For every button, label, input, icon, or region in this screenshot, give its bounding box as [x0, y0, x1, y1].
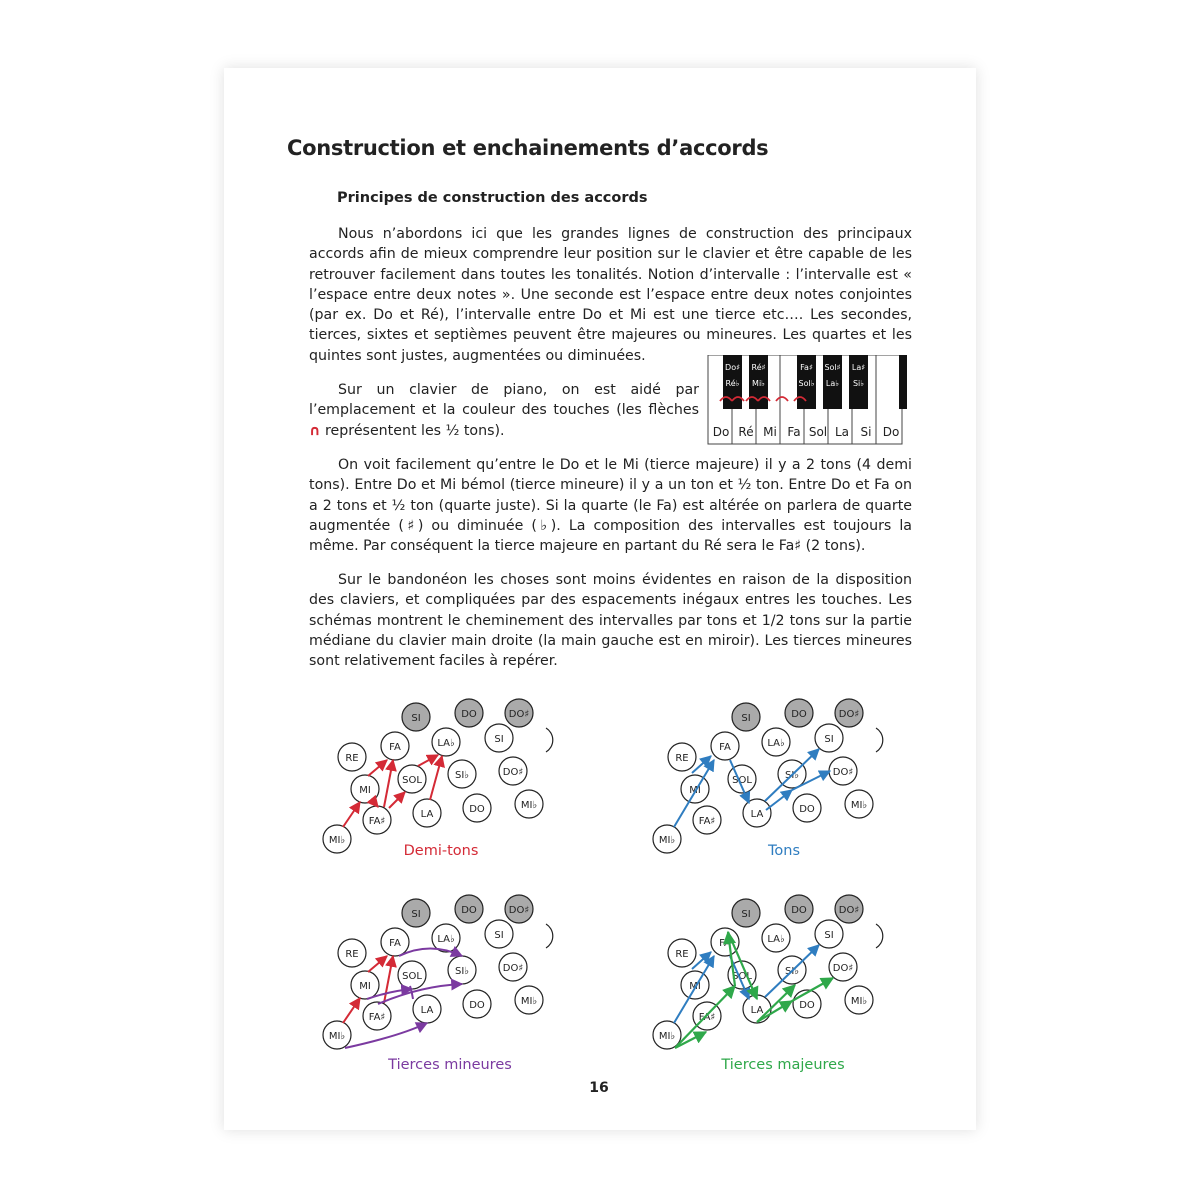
svg-text:DO♯: DO♯ — [832, 963, 854, 974]
svg-text:MI♭: MI♭ — [520, 996, 538, 1007]
button-layout — [323, 699, 553, 853]
white-key-label: Do — [882, 425, 900, 439]
button-label: MI — [359, 785, 371, 796]
svg-text:FA♯: FA♯ — [698, 816, 716, 827]
page-number: 16 — [589, 1080, 609, 1096]
svg-text:LA: LA — [750, 809, 764, 820]
svg-text:MI♭: MI♭ — [328, 1031, 346, 1042]
button-label: MI♭ — [520, 800, 538, 811]
svg-text:La♭: La♭ — [825, 379, 840, 388]
svg-text:MI♭: MI♭ — [850, 800, 868, 811]
paragraph-3: On voit facilement qu’entre le Do et le Mi (tierce majeure) il y a 2 tons (4 demi tons). Entre Do et Mi bémol (tierce mineure) il y a un ton et ½ ton. Entre Do et Fa on a 2 tons et ½ ton (quarte juste). Si la quarte (le Fa) est altérée on parlera de quarte augmentée (♯) ou diminuée (♭). La composition des intervalles est toujours la même. Par conséquent la tierce majeure en partant du Ré sera le Fa♯ (2 tons). — [309, 457, 912, 555]
svg-text:SOL: SOL — [732, 971, 752, 982]
svg-text:RE: RE — [675, 949, 689, 960]
svg-text:DO: DO — [461, 905, 477, 916]
svg-text:Ré♭: Ré♭ — [725, 379, 740, 388]
svg-text:La♯: La♯ — [851, 363, 866, 372]
diagram-demi-tons — [323, 699, 553, 853]
button-label: SI — [411, 713, 421, 724]
svg-text:FA: FA — [719, 938, 731, 949]
svg-text:DO♯: DO♯ — [502, 963, 524, 974]
svg-text:SI: SI — [411, 909, 421, 920]
diagram-tons — [653, 699, 883, 853]
svg-text:MI: MI — [689, 981, 701, 992]
svg-text:Ré♯: Ré♯ — [751, 363, 766, 372]
button-label: RE — [345, 753, 359, 764]
svg-text:SI: SI — [741, 909, 751, 920]
svg-text:DO: DO — [791, 709, 807, 720]
svg-text:DO: DO — [791, 905, 807, 916]
svg-text:LA♭: LA♭ — [767, 934, 785, 945]
button-layout — [653, 895, 883, 1049]
svg-text:DO♯: DO♯ — [832, 767, 854, 778]
paragraph-4: Sur le bandonéon les choses sont moins évidentes en raison de la disposition des claviers, et compliquées par des espacements inégaux entres les touches. Les schémas montrent le cheminement des intervalles par tons et 1/2 tons sur la partie médiane du clavier main droite (la main gauche est en miroir). Les tierces mineures sont relativement faciles à repérer. — [309, 572, 912, 670]
svg-text:Fa♯: Fa♯ — [800, 363, 813, 372]
svg-text:SI: SI — [494, 930, 504, 941]
svg-text:Sol♯: Sol♯ — [824, 363, 841, 372]
svg-text:FA♯: FA♯ — [698, 1012, 716, 1023]
diagram-tierces-mineures — [323, 895, 553, 1049]
caption-demi-tons: Demi-tons — [403, 843, 479, 859]
caption-tierces-majeures: Tierces majeures — [721, 1057, 845, 1073]
svg-text:FA: FA — [719, 742, 731, 753]
svg-text:SI: SI — [824, 734, 834, 745]
svg-text:DO: DO — [799, 1000, 815, 1011]
button-label: SOL — [402, 775, 422, 786]
svg-text:DO♯: DO♯ — [838, 905, 860, 916]
svg-text:Do♯: Do♯ — [725, 363, 740, 372]
button-label: FA — [389, 742, 401, 753]
paragraph-1: Nous n’abordons ici que les grandes lignes de construction des principaux accords afin de mieux comprendre leur position sur le clavier et être capable de les retrouver facilement dans toutes les tonalités. Notion d’intervalle : l’intervalle est « l’espace entre deux notes ». Une seconde est l’espace entre deux notes conjointes (par ex. Do et Ré), l’intervalle entre Do et Mi est une tierce etc…. Les secondes, tierces, sixtes et septièmes peuvent être majeures ou mineures. Les quartes et les quintes sont justes, augmentées ou diminuées. — [309, 226, 912, 364]
svg-text:LA♭: LA♭ — [437, 934, 455, 945]
page-title: Construction et enchainements d’accords — [287, 136, 769, 160]
white-key-label: Fa — [787, 425, 801, 439]
button-layout — [323, 895, 553, 1049]
svg-text:SI: SI — [741, 713, 751, 724]
svg-text:DO: DO — [469, 1000, 485, 1011]
white-key-label: Mi — [763, 425, 777, 439]
svg-text:DO: DO — [799, 804, 815, 815]
white-key-label: La — [834, 425, 850, 439]
svg-text:LA♭: LA♭ — [767, 738, 785, 749]
white-key-label: Do — [712, 425, 730, 439]
svg-text:MI♭: MI♭ — [658, 1031, 676, 1042]
svg-text:MI: MI — [359, 981, 371, 992]
white-key-label: Si — [860, 425, 872, 439]
semitone-arrow-icon: ∩ — [309, 422, 321, 439]
svg-text:SOL: SOL — [732, 775, 752, 786]
section-subtitle: Principes de construction des accords — [337, 190, 648, 206]
button-label: LA♭ — [437, 738, 455, 749]
svg-text:MI♭: MI♭ — [658, 835, 676, 846]
paragraph-2-text-b: représentent les ½ tons). — [320, 422, 505, 439]
svg-text:DO♯: DO♯ — [838, 709, 860, 720]
svg-text:SI♭: SI♭ — [784, 966, 800, 977]
button-label: LA — [420, 809, 434, 820]
svg-text:DO♯: DO♯ — [508, 905, 530, 916]
svg-text:FA♯: FA♯ — [368, 1012, 386, 1023]
svg-text:Si♭: Si♭ — [852, 379, 865, 388]
button-label: DO — [469, 804, 485, 815]
caption-tons: Tons — [767, 843, 800, 859]
svg-text:SI: SI — [824, 930, 834, 941]
caption-tierces-mineures: Tierces mineures — [388, 1057, 512, 1073]
white-key-label: Ré — [738, 425, 754, 439]
button-label: SI — [494, 734, 504, 745]
white-key-label: Sol — [808, 425, 828, 439]
svg-text:FA: FA — [389, 938, 401, 949]
button-label: MI♭ — [328, 835, 346, 846]
button-label: DO — [461, 709, 477, 720]
svg-text:MI♭: MI♭ — [850, 996, 868, 1007]
button-layout — [653, 699, 883, 853]
svg-text:MI: MI — [689, 785, 701, 796]
button-label: DO♯ — [502, 767, 524, 778]
svg-text:SOL: SOL — [402, 971, 422, 982]
button-label: FA♯ — [368, 816, 386, 827]
svg-text:SI♭: SI♭ — [454, 966, 470, 977]
svg-text:SI♭: SI♭ — [784, 770, 800, 781]
svg-text:RE: RE — [675, 753, 689, 764]
svg-text:RE: RE — [345, 949, 359, 960]
button-label: DO♯ — [508, 709, 530, 720]
svg-text:LA: LA — [750, 1005, 764, 1016]
svg-text:Mi♭: Mi♭ — [752, 379, 765, 388]
button-label: SI♭ — [454, 770, 470, 781]
svg-text:Sol♭: Sol♭ — [798, 379, 815, 388]
paragraph-2-text-a: Sur un clavier de piano, on est aidé par l’emplacement et la couleur des touches (les flèches — [309, 382, 699, 419]
diagram-tierces-majeures — [653, 895, 883, 1049]
svg-text:LA: LA — [420, 1005, 434, 1016]
